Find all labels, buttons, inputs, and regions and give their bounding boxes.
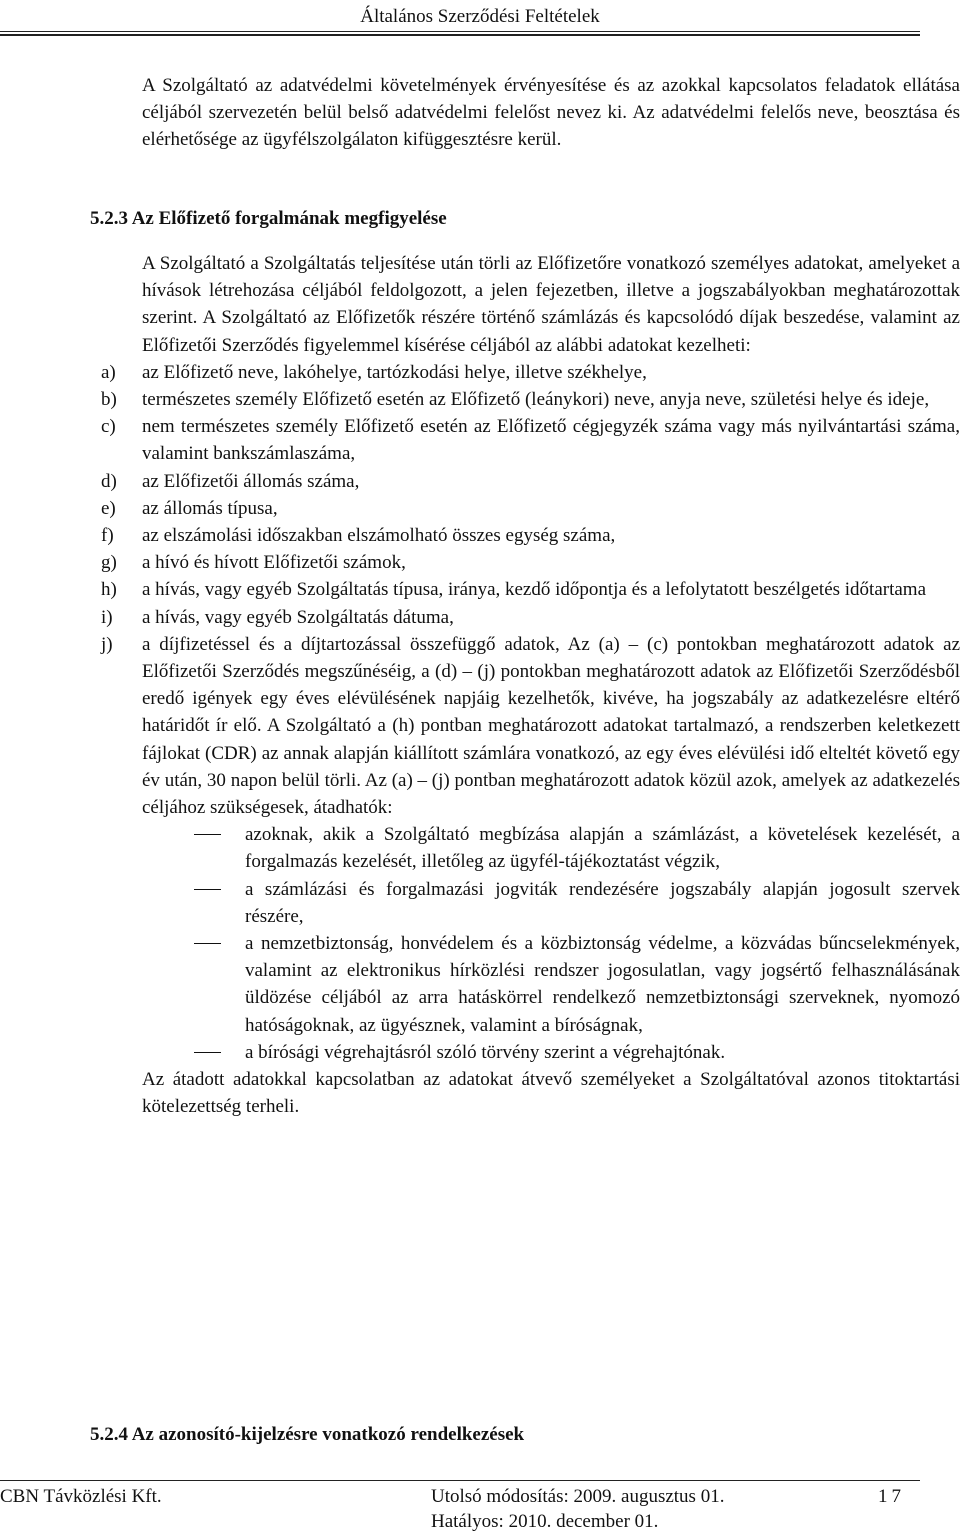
list-item [63,386,960,413]
list-item [63,359,960,386]
list-marker: c) [101,416,116,438]
list-item [63,413,960,467]
dash-bullet [194,943,221,944]
list-item-text: természetes személy Előfizető esetén az Előfizető (leánykori) neve, anyja neve, születési helye és ideje, [142,389,930,411]
recipient-text: a nemzetbiztonság, honvédelem és a közbiztonság védelme, a közvádas bűncselekmények, valamint az elektronikus hírközlési rendszer jogosulatlan, vagy jogsértő felhasználásának üldözése céljából az arra hatáskörrel rendelkező nemzetbiztonsági szerveknek, nyomozó hatóságoknak, az ügyésznek, valamint a bíróságnak, [245,933,960,1036]
dash-bullet [194,1052,221,1053]
list-item [63,604,960,631]
list-item-text: a hívás, vagy egyéb Szolgáltatás dátuma, [142,606,454,628]
list-item [63,468,960,495]
list-item [63,522,960,549]
header-rule-thick [0,34,920,36]
closing-paragraph: Az átadott adatokkal kapcsolatban az adatokat átvevő személyeket a Szolgáltatóval azonos titoktartási kötelezettség terheli. [142,1069,960,1118]
dash-bullet [194,834,221,835]
dash-bullet [194,889,221,890]
footer-effective-date: Hatályos: 2010. december 01. [431,1511,659,1532]
list-item [63,576,960,603]
section-5-2-3-body [101,250,960,1121]
data-items-list [63,359,960,821]
recipient-item [142,930,960,1039]
document-title: Általános Szerződési Feltételek [360,6,600,27]
page-footer [0,1480,960,1537]
recipient-item [142,1039,960,1066]
list-item [63,549,960,576]
list-marker: i) [101,606,113,628]
list-item [63,495,960,522]
list-marker: j) [101,633,113,655]
list-item-text: az Előfizető neve, lakóhelye, tartózkodási helye, illetve székhelye, [142,361,647,383]
header-rule [0,31,920,32]
list-item [63,631,960,821]
intro-paragraph: A Szolgáltató az adatvédelmi követelmények érvényesítése és az azokkal kapcsolatos feladatok ellátása céljából szervezetén belül belső adatvédelmi felelőst nevez ki. Az adatvédelmi felelős neve, beosztása és elérhetősége az ügyfélszolgálaton kifüggesztésre kerül. [142,75,960,151]
recipient-item [142,876,960,930]
recipient-text: a bírósági végrehajtásról szóló törvény szerint a végrehajtónak. [245,1041,726,1063]
list-marker: g) [101,552,117,574]
footer-modified-date: Utolsó módosítás: 2009. augusztus 01. [431,1486,725,1507]
list-item-text: az állomás típusa, [142,497,278,519]
section-paragraph: A Szolgáltató a Szolgáltatás teljesítése után törli az Előfizetőre vonatkozó személyes adatokat, amelyeket a hívások létrehozása céljából feldolgozott, a jelen fejezetben, illetve a jogszabályokban meghatározottak szerint. A Szolgáltató az Előfizetők részére történő számlázás és kapcsolódó díjak beszedése, valamint az Előfizetői Szerződés figyelemmel kísérése céljából az alábbi adatokat kezelheti: [142,253,960,356]
list-item-text: nem természetes személy Előfizető esetén az Előfizető cégjegyzék száma vagy más nyilvántartási száma, valamint bankszámlaszáma, [142,416,960,465]
list-marker: d) [101,470,117,492]
section-heading-5-2-4: 5.2.4 Az azonosító-kijelzésre vonatkozó rendelkezések [90,1424,525,1445]
recipient-text: azoknak, akik a Szolgáltató megbízása alapján a számlázást, a követelések kezelését, a forgalmazás kezelését, illetőleg az ügyfél-tájékoztatást végzik, [245,824,960,873]
section-heading-5-2-3: 5.2.3 Az Előfizető forgalmának megfigyelése [90,208,447,229]
page-header [0,0,960,34]
list-item-text: az Előfizetői állomás száma, [142,470,360,492]
footer-rule [0,1480,920,1481]
recipients-list [63,821,960,1066]
list-marker: h) [101,579,117,601]
recipient-item [142,821,960,875]
list-item-text: a hívás, vagy egyéb Szolgáltatás típusa, iránya, kezdő időpontja és a lefolytatott beszélgetés időtartama [142,579,927,601]
footer-company: CBN Távközlési Kft. [0,1486,162,1507]
list-marker: b) [101,389,117,411]
recipient-text: a számlázási és forgalmazási jogviták rendezésére jogszabály alapján jogosult szervek részére, [245,878,960,927]
list-marker: a) [101,361,116,383]
list-item-text: a hívó és hívott Előfizetői számok, [142,552,406,574]
list-marker: f) [101,525,114,547]
list-item-text: az elszámolási időszakban elszámolható összes egység száma, [142,525,616,547]
list-marker: e) [101,497,116,519]
page-body [142,72,960,154]
list-item-text: a díjfizetéssel és a díjtartozással összefüggő adatok, Az (a) – (c) pontokban meghatározott adatok az Előfizetői Szerződés megszűnéséig, a (d) – (j) pontokban meghatározott adatok az Előfizetői Szerződésből eredő igények egy éves elévülésének napjáig kezelhetők, kivéve, ha jogszabály az adatkezelésre eltérő határidőt ír elő. A Szolgáltató a (h) pontban meghatározott adatokat tartalmazó, a rendszerben keletkezett fájlokat (CDR) az annak alapján kiállított számlára vonatkozó, az egy éves elévülési idő elteltét követő egy év után, 30 napon belül törli. Az (a) – (j) pontban meghatározott adatok közül azok, amelyek az adatkezelés céljához szükségesek, átadhatók: [142,633,960,819]
page-number: 17 [878,1486,905,1507]
